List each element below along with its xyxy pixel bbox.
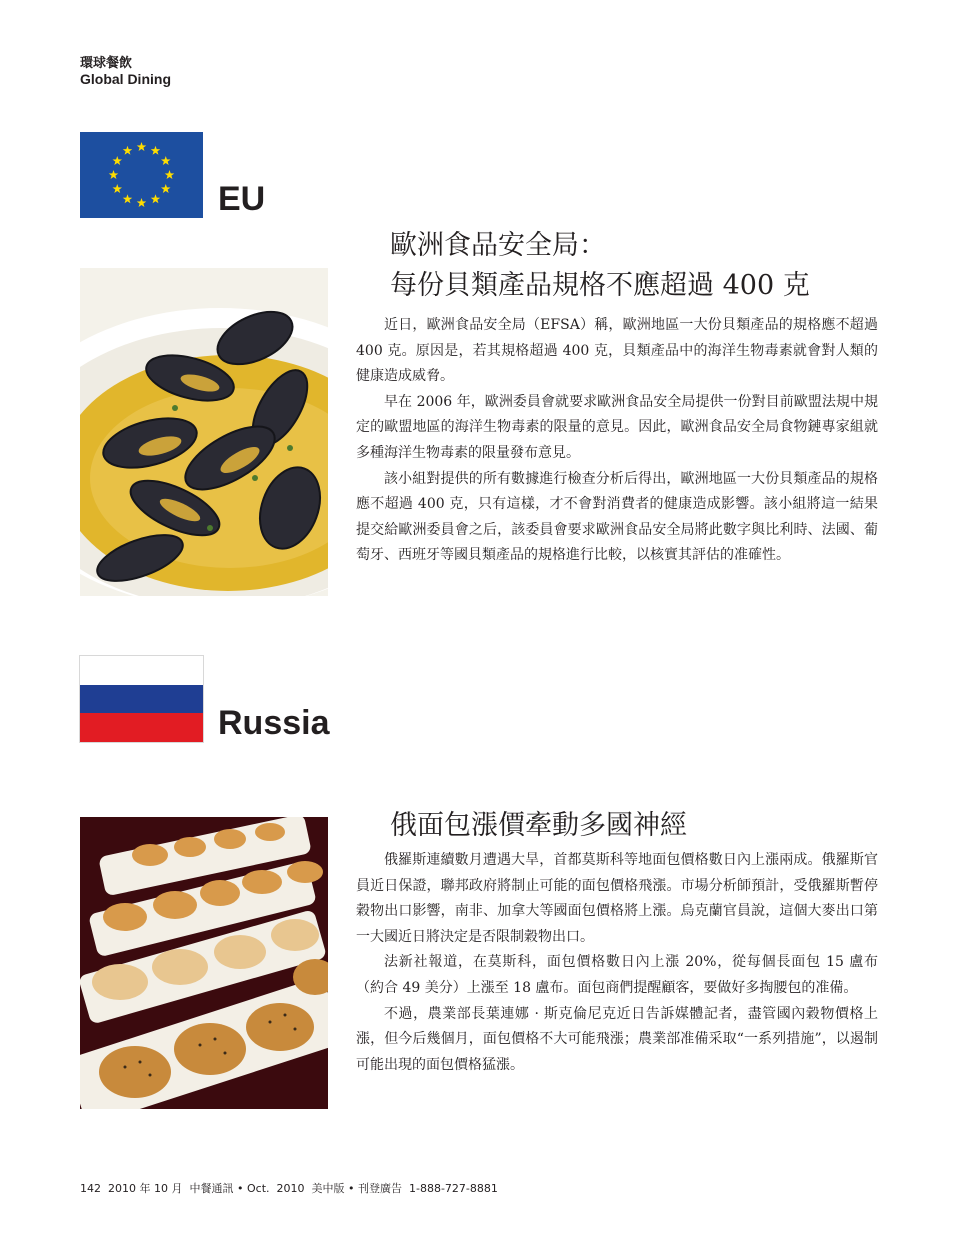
edition-label: 美中版 • 刊登廣告 — [311, 1182, 402, 1195]
eu-headline-line2: 每份貝類產品規格不應超過 400 克 — [390, 270, 810, 301]
advertising-phone: 1-888-727-8881 — [408, 1182, 498, 1195]
country-label-russia: Russia — [218, 704, 330, 742]
russia-paragraph-2: 法新社報道，在莫斯科，面包價格數日內上漲 20%，從每個長面包 15 盧布（約合 49 美分）上漲至 18 盧布。面包商們提醒顧客，要做好多掏腰包的准備。 — [356, 954, 878, 996]
eu-star-icon — [113, 184, 123, 193]
eu-star-icon — [123, 146, 133, 155]
eu-star-icon — [123, 194, 133, 203]
eu-stars-icon — [80, 132, 203, 218]
russia-paragraph-3: 不過，農業部長葉連娜 · 斯克倫尼克近日告訴媒體記者，盡管國內穀物價格上漲，但今后幾個月，面包價格不大可能飛漲；農業部准備采取“一系列措施”，以遏制可能出現的面包價格猛漲。 — [356, 1005, 878, 1073]
eu-paragraph-1: 近日，歐洲食品安全局（EFSA）稱，歐洲地區一大份貝類產品的規格應不超過 400 克。原因是，若其規格超過 400 克，貝類產品中的海洋生物毒素就會對人類的健康造成威脅。 — [356, 317, 878, 385]
country-label-eu: EU — [218, 180, 266, 218]
eu-paragraph-3: 該小組對提供的所有數據進行檢查分析后得出，歐洲地區一大份貝類產品的規格應不超過 400 克，只有這樣，才不會對消費者的健康造成影響。該小組將這一結果提交給歐洲委員會之后，該委員會要求歐洲食品安全局將此數字與比利時、法國、葡萄牙、西班牙等國貝類產品的規格進行比較，以核實其評估的准確性。 — [356, 470, 878, 564]
eu-star-icon — [165, 170, 175, 179]
eu-headline — [390, 226, 890, 306]
russia-headline: 俄面包漲價牽動多國神經 — [390, 810, 687, 841]
russia-flag-white-stripe — [80, 656, 203, 685]
eu-star-icon — [109, 170, 119, 179]
eu-star-icon — [151, 194, 161, 203]
issue-month-english: Oct. 2010 — [246, 1182, 305, 1195]
eu-headline-line1: 歐洲食品安全局： — [390, 230, 606, 261]
russia-flag-image — [80, 656, 203, 742]
section-title-chinese: 環球餐飲 — [80, 56, 133, 71]
eu-flag-image — [80, 132, 203, 218]
russia-paragraph-1: 俄羅斯連續數月遭遇大旱，首都莫斯科等地面包價格數日內上漲兩成。俄羅斯官員近日保證，聯邦政府將制止可能的面包價格飛漲。市場分析師預計，受俄羅斯暫停穀物出口影響，南非、加拿大等國面包價格將上漲。烏克蘭官員說，這個大麥出口第一大國近日將決定是否限制穀物出口。 — [356, 852, 878, 945]
page-number: 142 — [80, 1182, 101, 1195]
publication-name: 中餐通訊 — [189, 1182, 234, 1195]
eu-star-icon — [151, 146, 161, 155]
issue-date: 2010 年 10 月 — [108, 1182, 183, 1195]
russia-article-body — [356, 848, 878, 1078]
bread-photo — [80, 817, 328, 1109]
section-title-english: Global Dining — [80, 71, 171, 87]
eu-paragraph-2: 早在 2006 年，歐洲委員會就要求歐洲食品安全局提供一份對目前歐盟法規中規定的歐盟地區的海洋生物毒素的限量的意見。因此，歐洲食品安全局食物鏈專家組就多種海洋生物毒素的限量發布意見。 — [356, 393, 878, 461]
eu-star-icon — [161, 184, 171, 193]
russia-flag-blue-stripe — [80, 685, 203, 714]
footer-separator: • — [236, 1182, 244, 1195]
page-footer — [80, 1180, 498, 1196]
eu-star-icon — [161, 156, 171, 165]
eu-star-icon — [137, 142, 147, 151]
eu-star-icon — [113, 156, 123, 165]
mussels-photo — [80, 268, 328, 596]
eu-article-body — [356, 313, 878, 569]
eu-star-icon — [137, 198, 147, 207]
russia-flag-red-stripe — [80, 713, 203, 742]
